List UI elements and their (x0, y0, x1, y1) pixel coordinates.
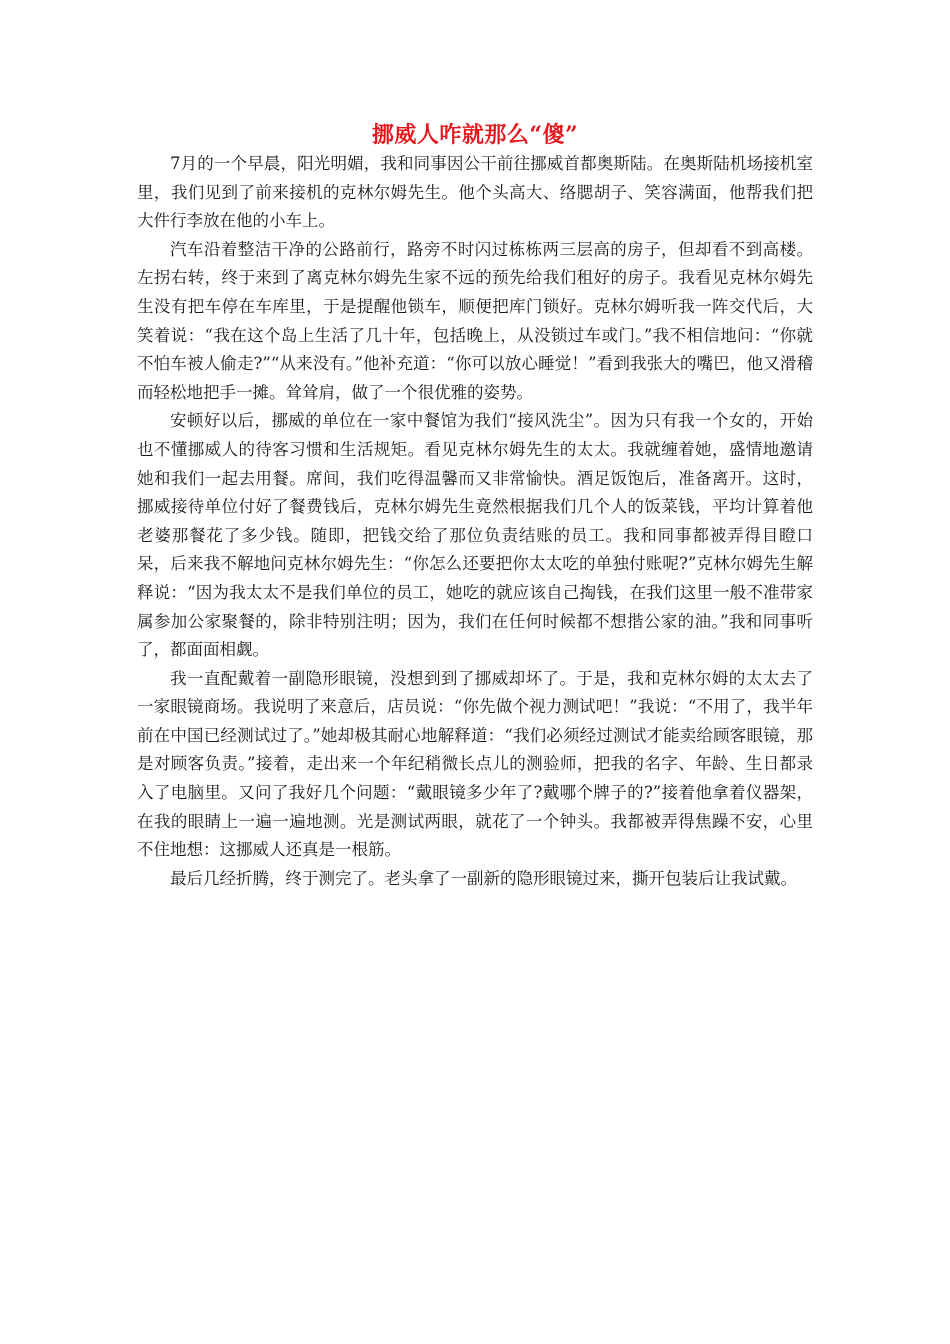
article-title: 挪威人咋就那么“傻” (371, 122, 579, 148)
paragraph-2: 汽车沿着整洁干净的公路前行，路旁不时闪过栋栋两三层高的房子，但却看不到高楼。左拐右转，终于来到了离克林尔姆先生家不远的预先给我们租好的房子。我看见克林尔姆先生没有把车停在车库里，于是提醒他锁车，顺便把库门锁好。克林尔姆听我一阵交代后，大笑着说：“我在这个岛上生活了几十年，包括晚上，从没锁过车或门。”我不相信地问：“你就不怕车被人偷走?”“从来没有。”他补充道：“你可以放心睡觉！”看到我张大的嘴巴，他又滑稽而轻松地把手一摊。耸耸肩，做了一个很优雅的姿势。 (137, 239, 813, 402)
article-body (137, 150, 813, 893)
paragraph-1: 7月的一个早晨，阳光明媚，我和同事因公干前往挪威首都奥斯陆。在奥斯陆机场接机室里，我们见到了前来接机的克林尔姆先生。他个头高大、络腮胡子、笑容满面，他帮我们把大件行李放在他的小车上。 (137, 154, 813, 231)
paragraph-3: 安顿好以后，挪威的单位在一家中餐馆为我们“接风洗尘”。因为只有我一个女的，开始也不懂挪威人的待客习惯和生活规矩。看见克林尔姆先生的太太。我就缠着她，盛情地邀请她和我们一起去用餐。席间，我们吃得温馨而又非常愉快。酒足饭饱后，准备离开。这时，挪威接待单位付好了餐费钱后，克林尔姆先生竟然根据我们几个人的饭菜钱，平均计算着他老婆那餐花了多少钱。随即，把钱交给了那位负责结账的员工。我和同事都被弄得目瞪口呆，后来我不解地问克林尔姆先生：“你怎么还要把你太太吃的单独付账呢?”克林尔姆先生解释说：“因为我太太不是我们单位的员工，她吃的就应该自己掏钱，在我们这里一般不准带家属参加公家聚餐的，除非特别注明；因为，我们在任何时候都不想揩公家的油。”我和同事听了，都面面相觑。 (137, 411, 813, 660)
paragraph-5: 最后几经折腾，终于测完了。老头拿了一副新的隐形眼镜过来，撕开包装后让我试戴。 (170, 868, 797, 888)
paragraph-4: 我一直配戴着一副隐形眼镜，没想到到了挪威却坏了。于是，我和克林尔姆的太太去了一家眼镜商场。我说明了来意后，店员说：“你先做个视力测试吧！”我说：“不用了，我半年前在中国已经测试过了。”她却极其耐心地解释道：“我们必须经过测试才能卖给顾客眼镜，那是对顾客负责。”接着，走出来一个年纪稍微长点儿的测验师，把我的名字、年龄、生日都录入了电脑里。又问了我好几个问题：“戴眼镜多少年了?戴哪个牌子的?”接着他拿着仪器架，在我的眼睛上一遍一遍地测。光是测试两眼，就花了一个钟头。我都被弄得焦躁不安，心里不住地想：这挪威人还真是一根筋。 (137, 668, 813, 860)
